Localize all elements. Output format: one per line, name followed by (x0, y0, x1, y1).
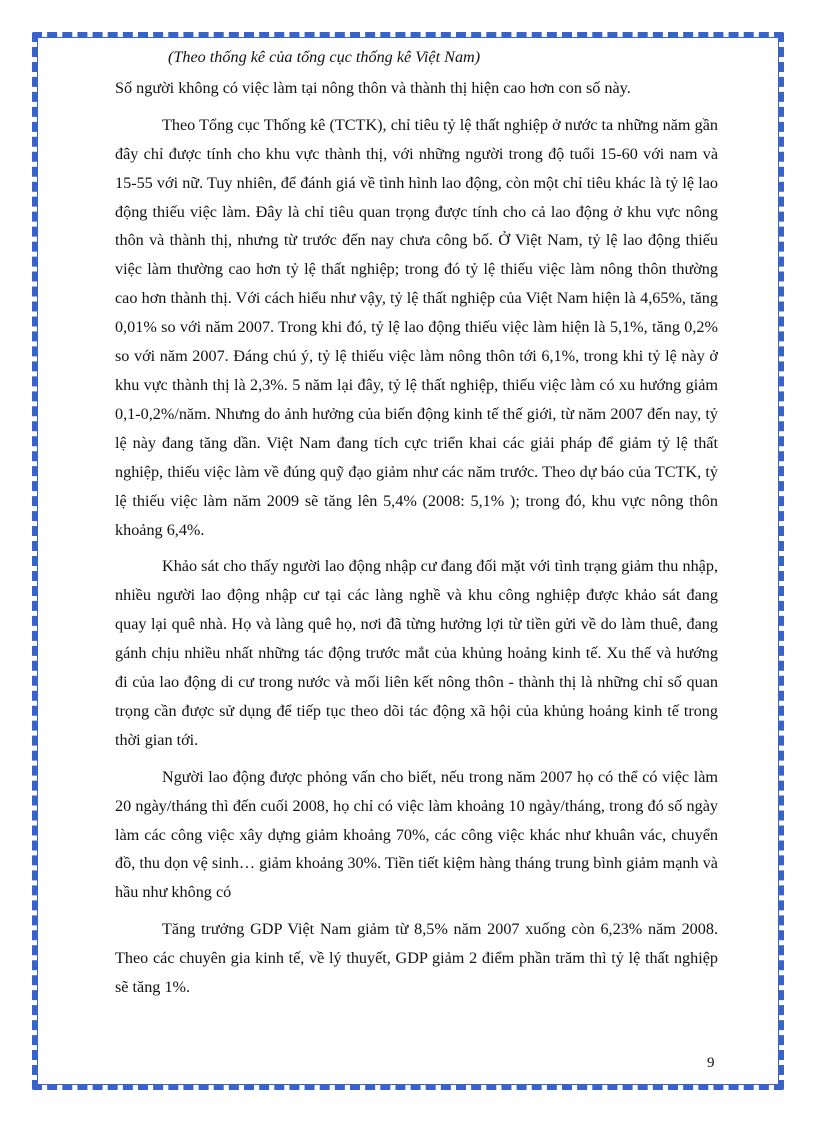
source-caption: (Theo thống kê của tổng cục thống kê Việt Nam) (168, 48, 481, 66)
paragraph-unemployment-stats: Theo Tổng cục Thống kê (TCTK), chỉ tiêu tỷ lệ thất nghiệp ở nước ta những năm gần đây chỉ được tính cho khu vực thành thị, với những người trong độ tuổi 15-60 với nam và 15-55 với nữ. Tuy nhiên, để đánh giá về tình hình lao động, còn một chỉ tiêu khác là tỷ lệ lao động thiếu việc làm. Đây là chỉ tiêu quan trọng được tính cho cả lao động ở khu vực nông thôn và thành thị, nhưng từ trước đến nay chưa công bố. Ở Việt Nam, tỷ lệ lao động thiếu việc làm thường cao hơn tỷ lệ thất nghiệp; trong đó tỷ lệ thiếu việc làm nông thôn thường cao hơn thành thị. Với cách hiểu như vậy, tỷ lệ thất nghiệp của Việt Nam hiện là 4,65%, tăng 0,01% so với năm 2007. Trong khi đó, tỷ lệ lao động thiếu việc làm hiện là 5,1%, tăng 0,2% so với năm 2007. Đáng chú ý, tỷ lệ thiếu việc làm nông thôn tới 6,1%, trong khi tỷ lệ này ở khu vực thành thị là 2,3%. 5 năm lại đây, tỷ lệ thất nghiệp, thiếu việc làm có xu hướng giảm 0,1-0,2%/năm. Nhưng do ảnh hưởng của biến động kinh tế thế giới, từ năm 2007 đến nay, tỷ lệ này đang tăng dần. Việt Nam đang tích cực triển khai các giải pháp để giảm tỷ lệ thất nghiệp, thiếu việc làm về đúng quỹ đạo giảm như các năm trước. Theo dự báo của TCTK, tỷ lệ thiếu việc làm năm 2009 sẽ tăng lên 5,4% (2008: 5,1% ); trong đó, khu vực nông thôn khoảng 6,4%. (115, 115, 718, 539)
paragraph-migrant-workers: Khảo sát cho thấy người lao động nhập cư đang đối mặt với tình trạng giảm thu nhập, nhiều người lao động nhập cư tại các làng nghề và khu công nghiệp được khảo sát đang quay lại quê nhà. Họ và làng quê họ, nơi đã từng hưởng lợi từ tiền gửi về do làm thuê, đang gánh chịu nhiều nhất những tác động trước mắt của khủng hoảng kinh tế. Xu thế và hướng đi của lao động di cư trong nước và mối liên kết nông thôn - thành thị là những chỉ số quan trọng cần được sử dụng để tiếp tục theo dõi tác động xã hội của khủng hoảng kinh tế trong thời gian tới. (115, 557, 718, 749)
paragraph-interview-findings: Người lao động được phỏng vấn cho biết, nếu trong năm 2007 họ có thể có việc làm 20 ngày/tháng thì đến cuối 2008, họ chỉ có việc làm khoảng 10 ngày/tháng, trong đó số ngày làm các công việc xây dựng giảm khoảng 70%, các công việc khác như khuân vác, chuyển đồ, thu dọn vệ sinh… giảm khoảng 30%. Tiền tiết kiệm hàng tháng trung bình giảm mạnh và hầu như không có (115, 767, 718, 902)
paragraph-intro: Số người không có việc làm tại nông thôn và thành thị hiện cao hơn con số này. (115, 78, 631, 97)
document-body (115, 43, 718, 1002)
page-number: 9 (707, 1055, 715, 1071)
paragraph-gdp-growth: Tăng trưởng GDP Việt Nam giảm từ 8,5% năm 2007 xuống còn 6,23% năm 2008. Theo các chuyên gia kinh tế, về lý thuyết, GDP giảm 2 điểm phần trăm thì tỷ lệ thất nghiệp sẽ tăng 1%. (115, 920, 718, 997)
